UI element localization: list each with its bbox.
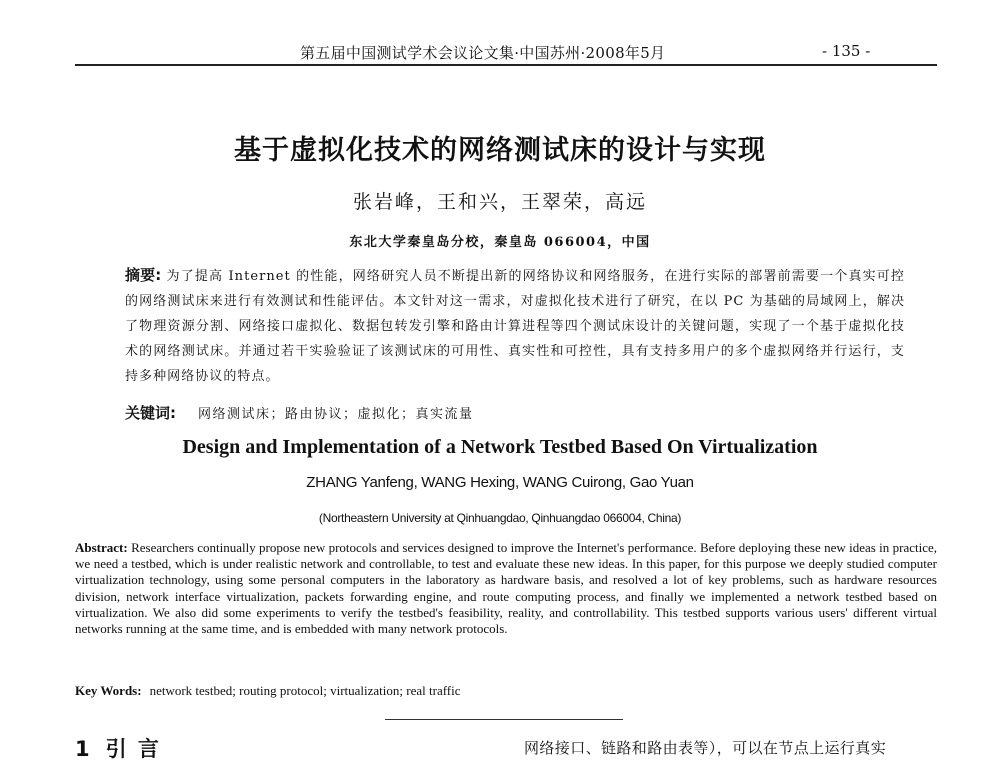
- section-title: 引 言: [105, 737, 161, 761]
- affiliation: 东北大学秦皇岛分校，秦皇岛 066004，中国: [349, 235, 651, 250]
- right-column-text: 网络接口、链路和路由表等），可以在节点上运行真实: [524, 739, 887, 757]
- english-title: Design and Implementation of a Network Testbed Based On Virtualization: [182, 436, 818, 458]
- abstract-cn-colon: :: [155, 266, 162, 284]
- keywords-en: [75, 683, 461, 699]
- running-head: 第五届中国测试学术会议论文集·中国苏州·2008年5月: [300, 44, 666, 62]
- abstract-en-text: Researchers continually propose new protocols and services designed to improve the Internet's performance. Before deploying these new ideas in practice, we need a testbed, which is under realistic network and controllable, to test and evaluate these new ideas. In this paper, for this purpose we deeply studied computer virtualization technology, using some personal computers in the laboratory as hardware basis, and resolved a lot of key problems, such as hardware resources division, network interface virtualization, packets forwarding engine, and route computing process, and finally we implemented a network testbed based on virtualization. We also did some experiments to verify the testbed's feasibility, reality, and controllability. This testbed supports various users' different virtual networks running at the same time, and is embedded with many network protocols.: [75, 540, 938, 637]
- page-number: - 135 -: [822, 42, 871, 60]
- footnote-rule: [385, 719, 623, 720]
- paper-title: 基于虚拟化技术的网络测试床的设计与实现: [234, 135, 766, 166]
- abstract-cn-text: 为了提高 Internet 的性能，网络研究人员不断提出新的网络协议和网络服务，在进行实际的部署前需要一个真实可控的网络测试床来进行有效测试和性能评估。本文针对这一需求，对虚拟化技术进行了研究，在以 PC 为基础的局域网上，解决了物理资源分割、网络接口虚拟化、数据包转发引擎和路由计算进程等四个测试床设计的关键问题，实现了一个基于虚拟化技术的网络测试床。并通过若干实验验证了该测试床的可用性、真实性和可控性，具有支持多用户的多个虚拟网络并行运行，支持多种网络协议的特点。: [125, 269, 905, 384]
- keywords-cn-label: 关键词:: [125, 404, 176, 422]
- header-rule: [75, 64, 937, 66]
- english-affiliation: (Northeastern University at Qinhuangdao, Qinhuangdao 066004, China): [318, 511, 682, 525]
- section-heading: [75, 733, 161, 763]
- abstract-cn-label: 摘要: [125, 266, 156, 284]
- english-authors: ZHANG Yanfeng, WANG Hexing, WANG Cuirong, Gao Yuan: [306, 474, 694, 491]
- abstract-en-label: Abstract:: [75, 540, 128, 555]
- abstract-cn: [125, 263, 905, 389]
- keywords-cn: [125, 402, 474, 423]
- keywords-en-text: network testbed; routing protocol; virtualization; real traffic: [149, 683, 461, 698]
- keywords-cn-text: 网络测试床；路由协议；虚拟化；真实流量: [198, 407, 474, 422]
- section-number: 1: [75, 737, 92, 761]
- author-list: 张岩峰，王和兴，王翠荣，高远: [352, 191, 647, 213]
- keywords-en-label: Key Words:: [75, 683, 142, 698]
- abstract-en: [75, 540, 937, 637]
